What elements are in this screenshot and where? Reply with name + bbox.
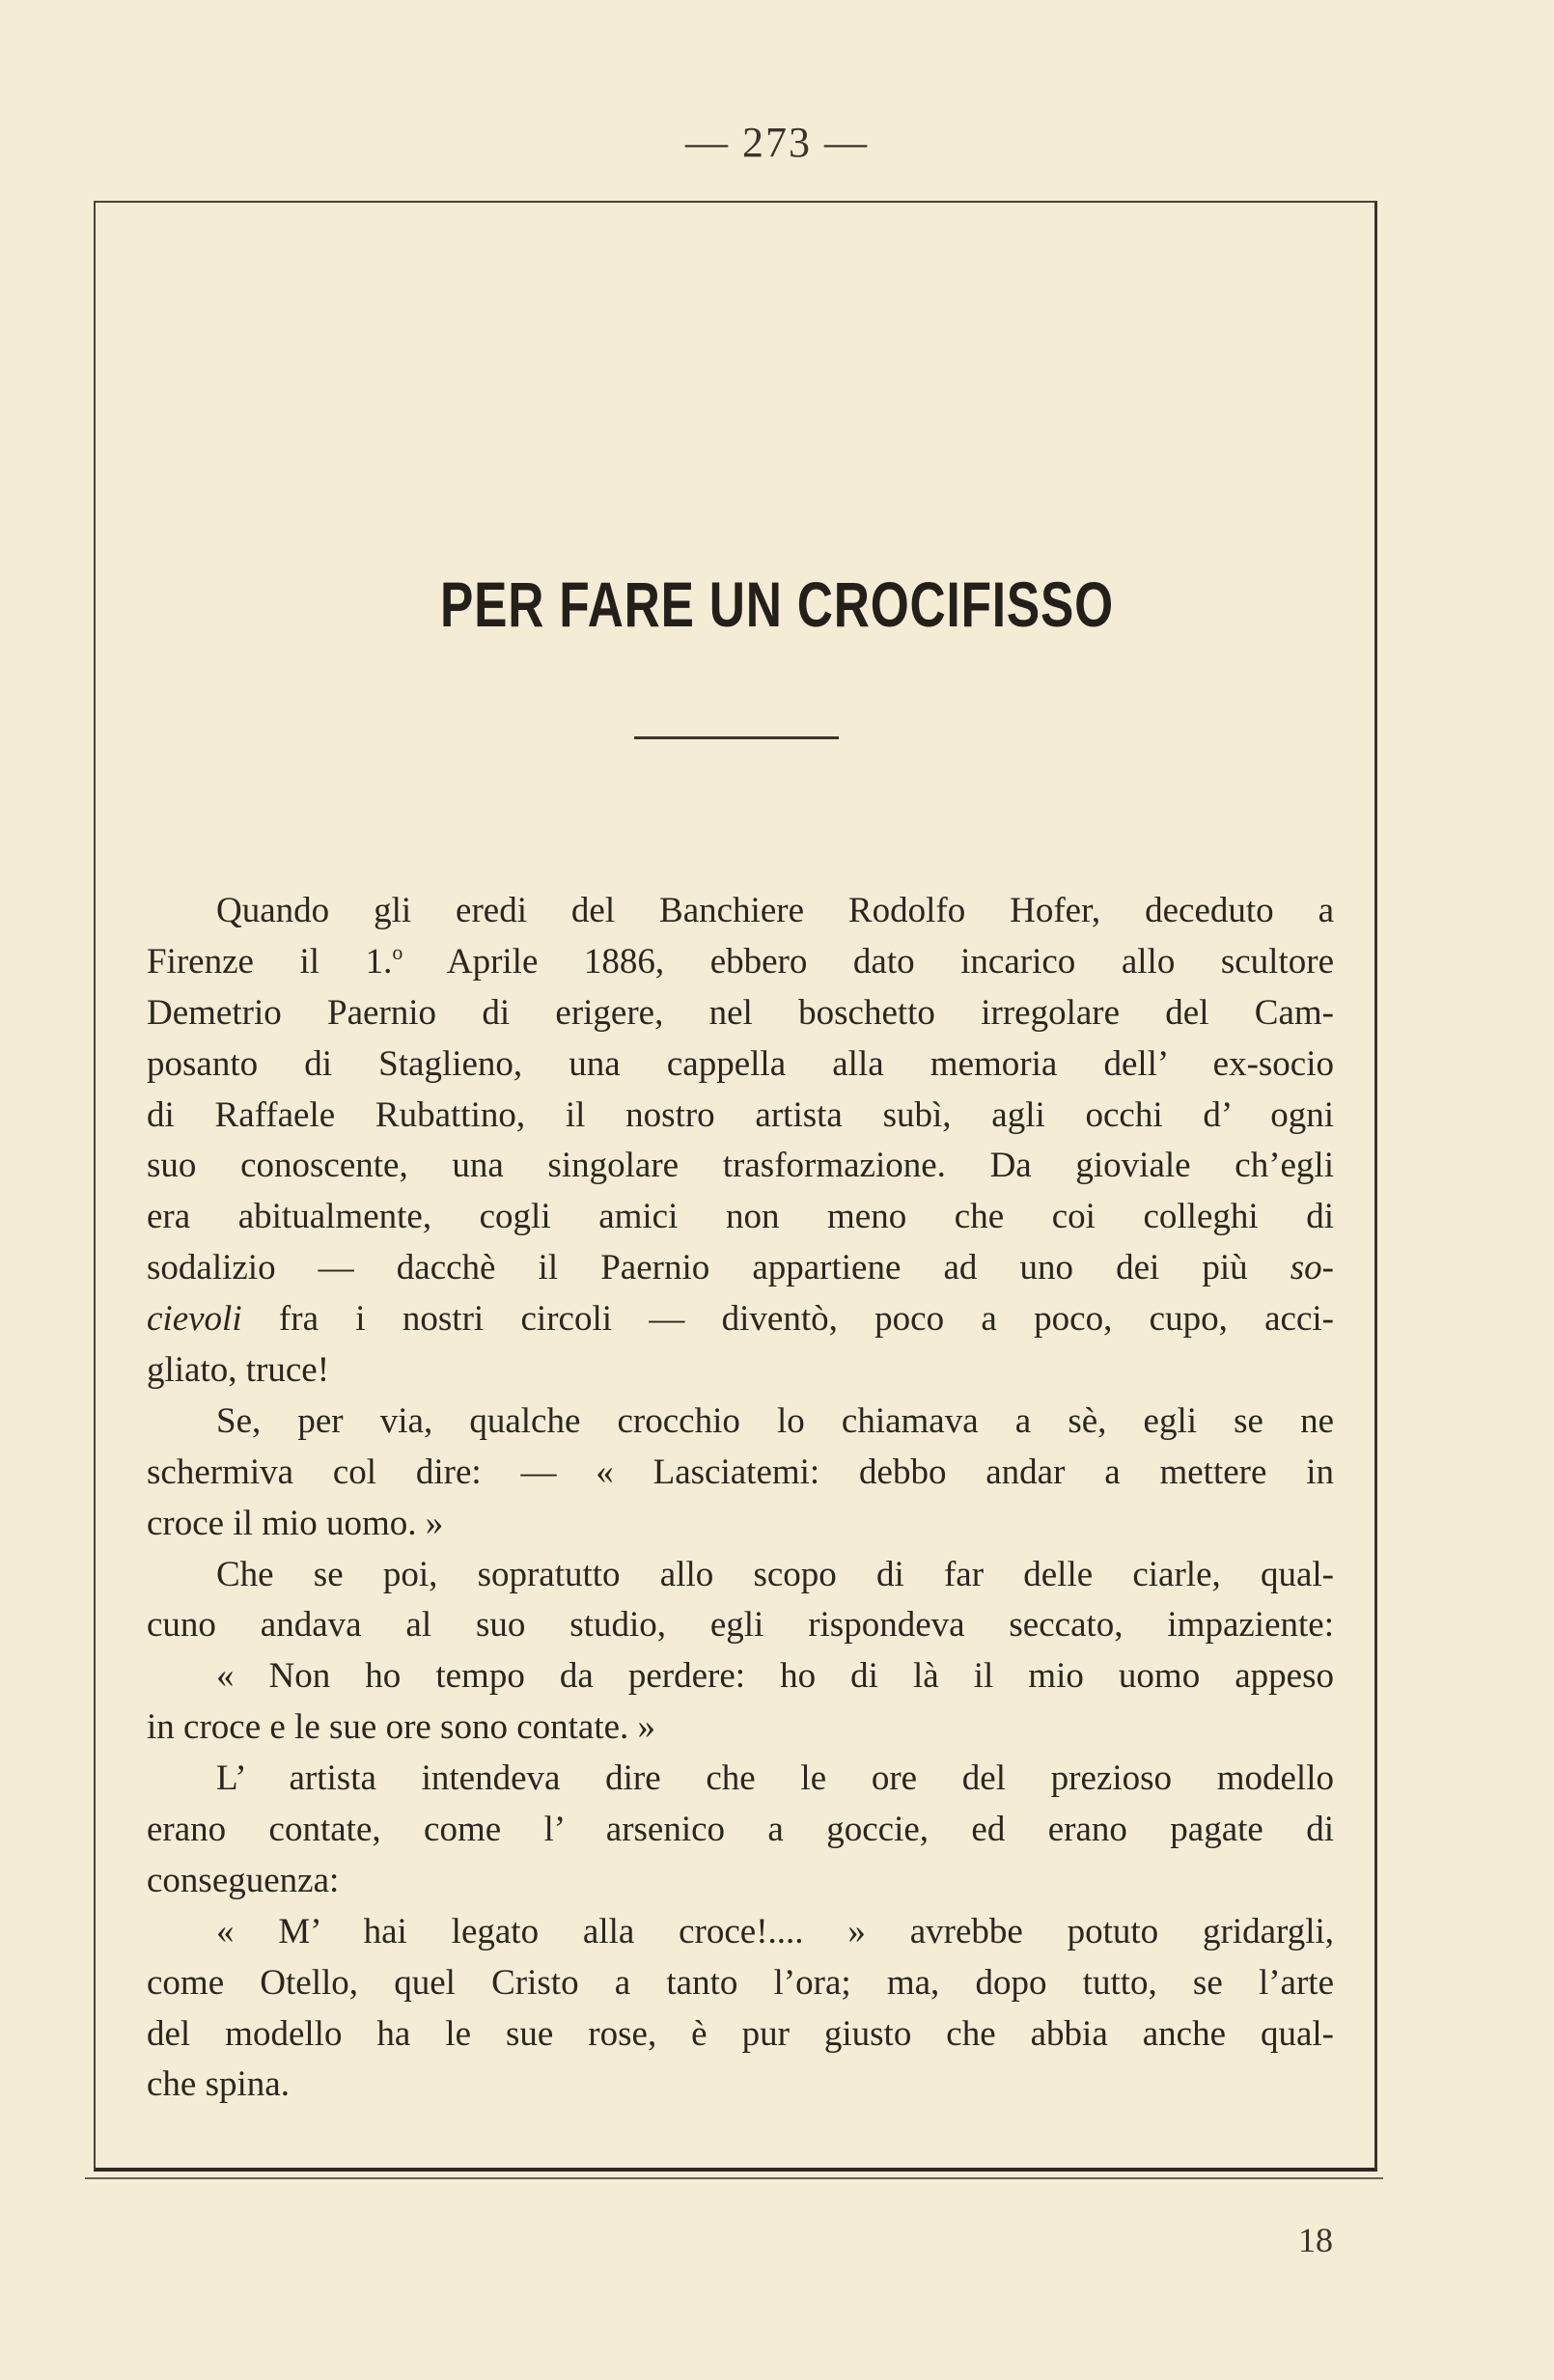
text-line: in croce e le sue ore sono contate. »: [147, 1707, 656, 1748]
text-line: « Non ho tempo da perdere: ho di là il mio uomo appeso: [216, 1656, 1334, 1697]
text-line: che spina.: [147, 2064, 290, 2105]
text-line: Quando gli eredi del Banchiere Rodolfo Hofer, deceduto a: [216, 891, 1334, 930]
text-line: [147, 1294, 1334, 1345]
text-line: gliato, truce!: [147, 1350, 330, 1391]
text-line: Se, per via, qualche crocchio lo chiamava a sè, egli se ne: [216, 1400, 1334, 1441]
text-line: Demetrio Paernio di erigere, nel boschetto irregolare del Cam-: [147, 992, 1334, 1033]
text-line: del modello ha le sue rose, è pur giusto che abbia anche qual-: [147, 2013, 1334, 2054]
text-line: Che se poi, sopratutto allo scopo di far delle ciarle, qual-: [216, 1554, 1334, 1594]
frame-bottom-rule: [85, 2177, 1383, 2179]
chapter-title: PER FARE UN CROCIFISSO: [440, 568, 1114, 640]
text-line: cuno andava al suo studio, egli rispondeva seccato, impaziente:: [147, 1605, 1334, 1646]
text-line: [147, 1243, 1334, 1294]
title-divider: [634, 736, 839, 739]
ordinal-superscript: o: [392, 939, 403, 964]
text-line: schermiva col dire: — « Lasciatemi: debbo andar a mettere in: [147, 1452, 1334, 1492]
text-line: di Raffaele Rubattino, il nostro artista subì, agli occhi d’ ogni: [147, 1094, 1334, 1135]
text-line: era abitualmente, cogli amici non meno che coi colleghi di: [147, 1197, 1334, 1237]
text-line: erano contate, come l’ arsenico a goccie, ed erano pagate di: [147, 1810, 1334, 1850]
text-line: posanto di Staglieno, una cappella alla memoria dell’ ex-socio: [147, 1043, 1334, 1084]
text-line: « M’ hai legato alla croce!.... » avrebbe potuto gridargli,: [216, 1911, 1334, 1951]
text-segment: fra i nostri circoli — diventò, poco a poco, cupo, acci-: [241, 1299, 1334, 1340]
text-line: croce il mio uomo. »: [147, 1503, 444, 1543]
text-line: come Otello, quel Cristo a tanto l’ora; ma, dopo tutto, se l’arte: [147, 1962, 1334, 2003]
text-line: conseguenza:: [147, 1860, 340, 1900]
body-text: [147, 886, 1334, 2111]
text-line: [147, 937, 1334, 988]
italic-word: so-: [1290, 1248, 1334, 1288]
signature-folio: 18: [1298, 2221, 1333, 2259]
text-line: L’ artista intendeva dire che le ore del prezioso modello: [216, 1758, 1334, 1799]
text-segment: Firenze il 1.: [147, 941, 393, 982]
text-line: suo conoscente, una singolare trasformazione. Da gioviale ch’egli: [147, 1146, 1334, 1186]
text-segment: sodalizio — dacchè il Paernio appartiene ad uno dei più: [147, 1248, 1290, 1288]
text-segment: Aprile 1886, ebbero dato incarico allo scultore: [402, 941, 1334, 982]
italic-word: cievoli: [147, 1299, 242, 1340]
page-number: — 273 —: [685, 119, 869, 166]
